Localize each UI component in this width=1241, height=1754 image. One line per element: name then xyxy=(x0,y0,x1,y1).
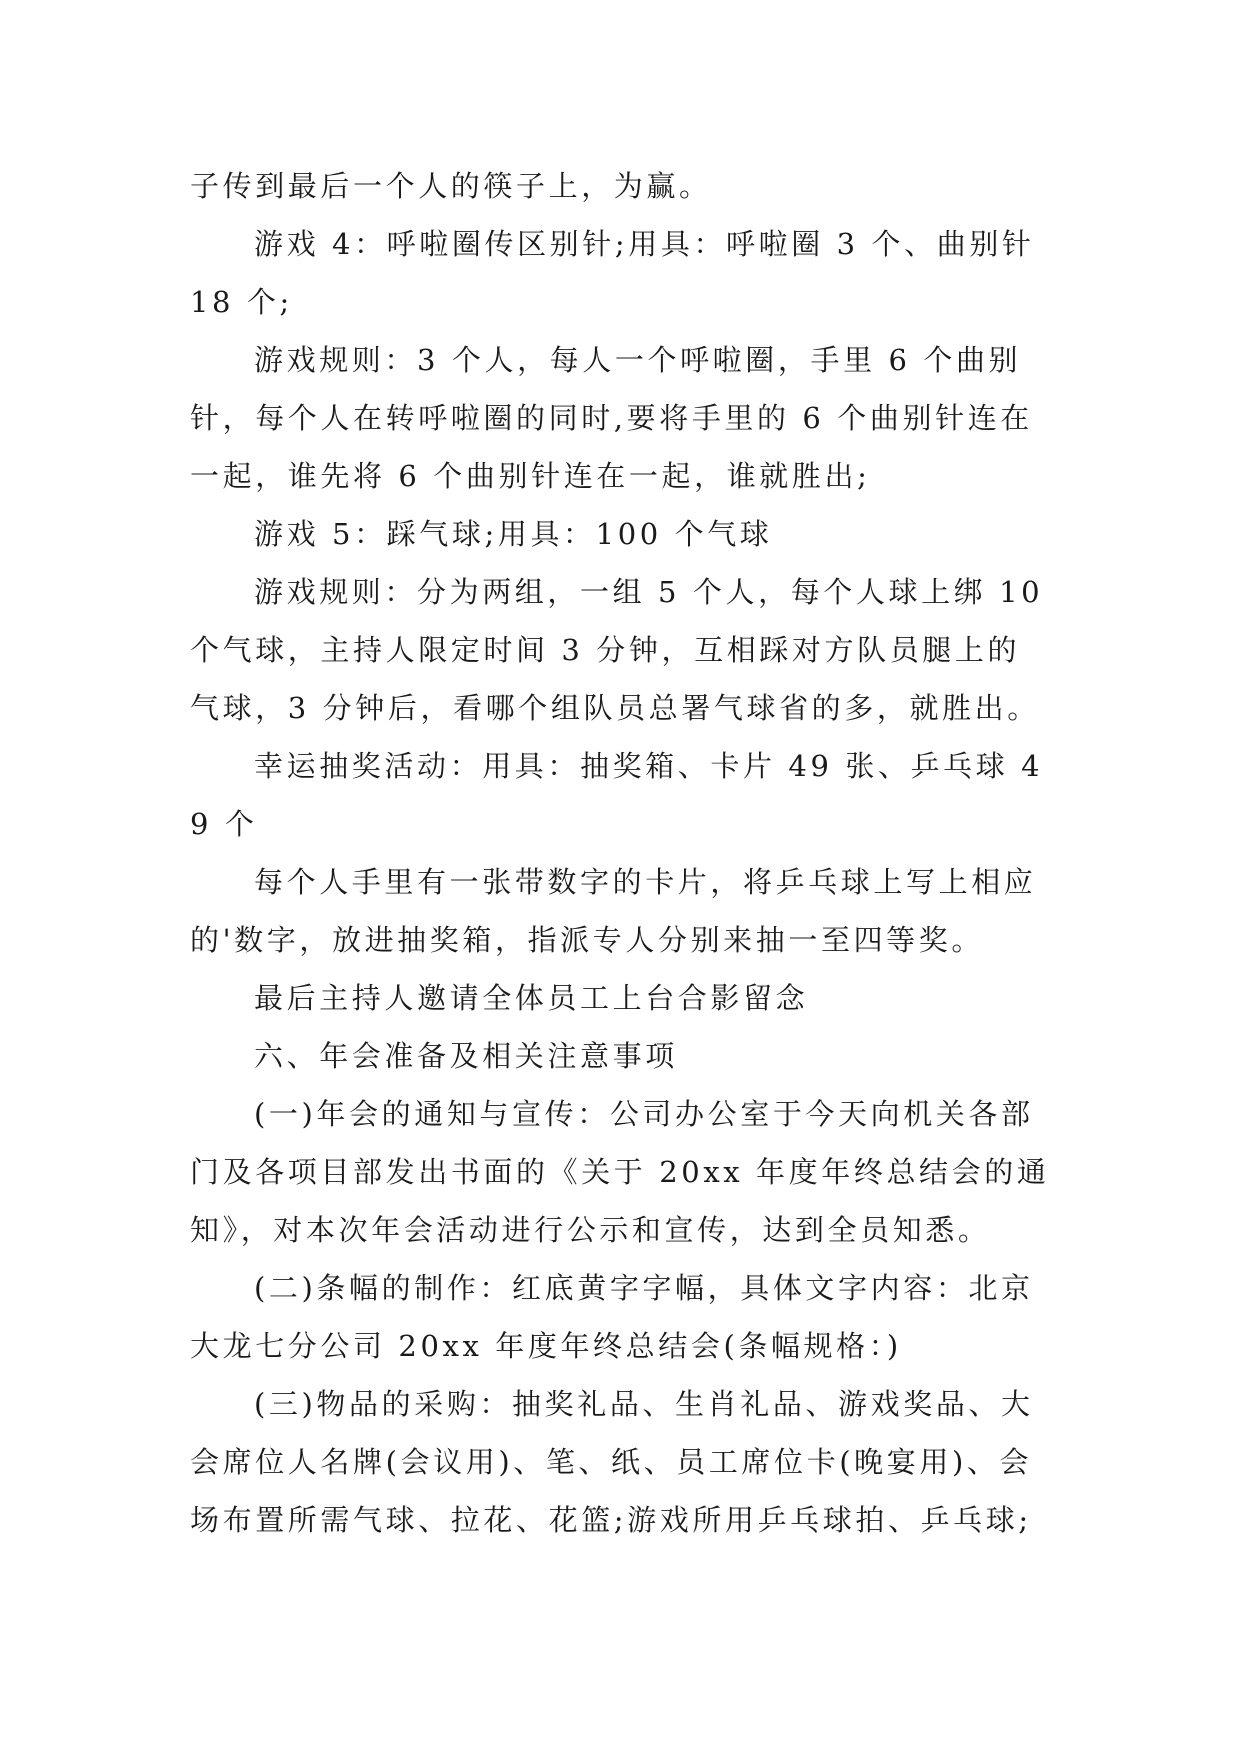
paragraph-lucky-draw-rules: 每个人手里有一张带数字的卡片，将乒乓球上写上相应的'数字，放进抽奖箱，指派专人分别来抽一至四等奖。 xyxy=(190,865,1037,957)
paragraph-continuation: 子传到最后一个人的筷子上，为赢。 xyxy=(190,169,712,203)
paragraph-lucky-draw: 幸运抽奖活动：用具：抽奖箱、卡片 49 张、乒乓球 49 个 xyxy=(190,749,1044,841)
paragraph-group-photo: 最后主持人邀请全体员工上台合影留念 xyxy=(254,981,809,1015)
paragraph-banner: (二)条幅的制作：红底黄字字幅，具体文字内容：北京大龙七分公司 20xx 年度年终总结会(条幅规格：) xyxy=(190,1271,1034,1363)
paragraph-procurement: (三)物品的采购：抽奖礼品、生肖礼品、游戏奖品、大会席位人名牌(会议用)、笔、纸、员工席位卡(晚宴用)、会场布置所需气球、拉花、花篮;游戏所用乒乓球拍、乒乓球; xyxy=(190,1387,1034,1537)
paragraph-game-4-rules: 游戏规则：3 个人，每人一个呼啦圈，手里 6 个曲别针，每个人在转呼啦圈的同时,要将手里的 6 个曲别针连在一起，谁先将 6 个曲别针连在一起，谁就胜出; xyxy=(190,343,1033,493)
paragraph-game-5: 游戏 5：踩气球;用具：100 个气球 xyxy=(254,517,773,551)
section-heading-preparation: 六、年会准备及相关注意事项 xyxy=(254,1039,678,1073)
paragraph-game-4: 游戏 4：呼啦圈传区别针;用具：呼啦圈 3 个、曲别针 18 个; xyxy=(190,227,1035,319)
paragraph-notice: (一)年会的通知与宣传：公司办公室于今天向机关各部门及各项目部发出书面的《关于 20xx 年度年终总结会的通知》，对本次年会活动进行公示和宣传，达到全员知悉。 xyxy=(190,1097,1050,1247)
paragraph-game-5-rules: 游戏规则：分为两组，一组 5 个人，每个人球上绑 10 个气球，主持人限定时间 3 分钟，互相踩对方队员腿上的气球，3 分钟后，看哪个组队员总署气球省的多，就胜出。 xyxy=(190,575,1044,725)
document-body xyxy=(190,157,1050,1549)
